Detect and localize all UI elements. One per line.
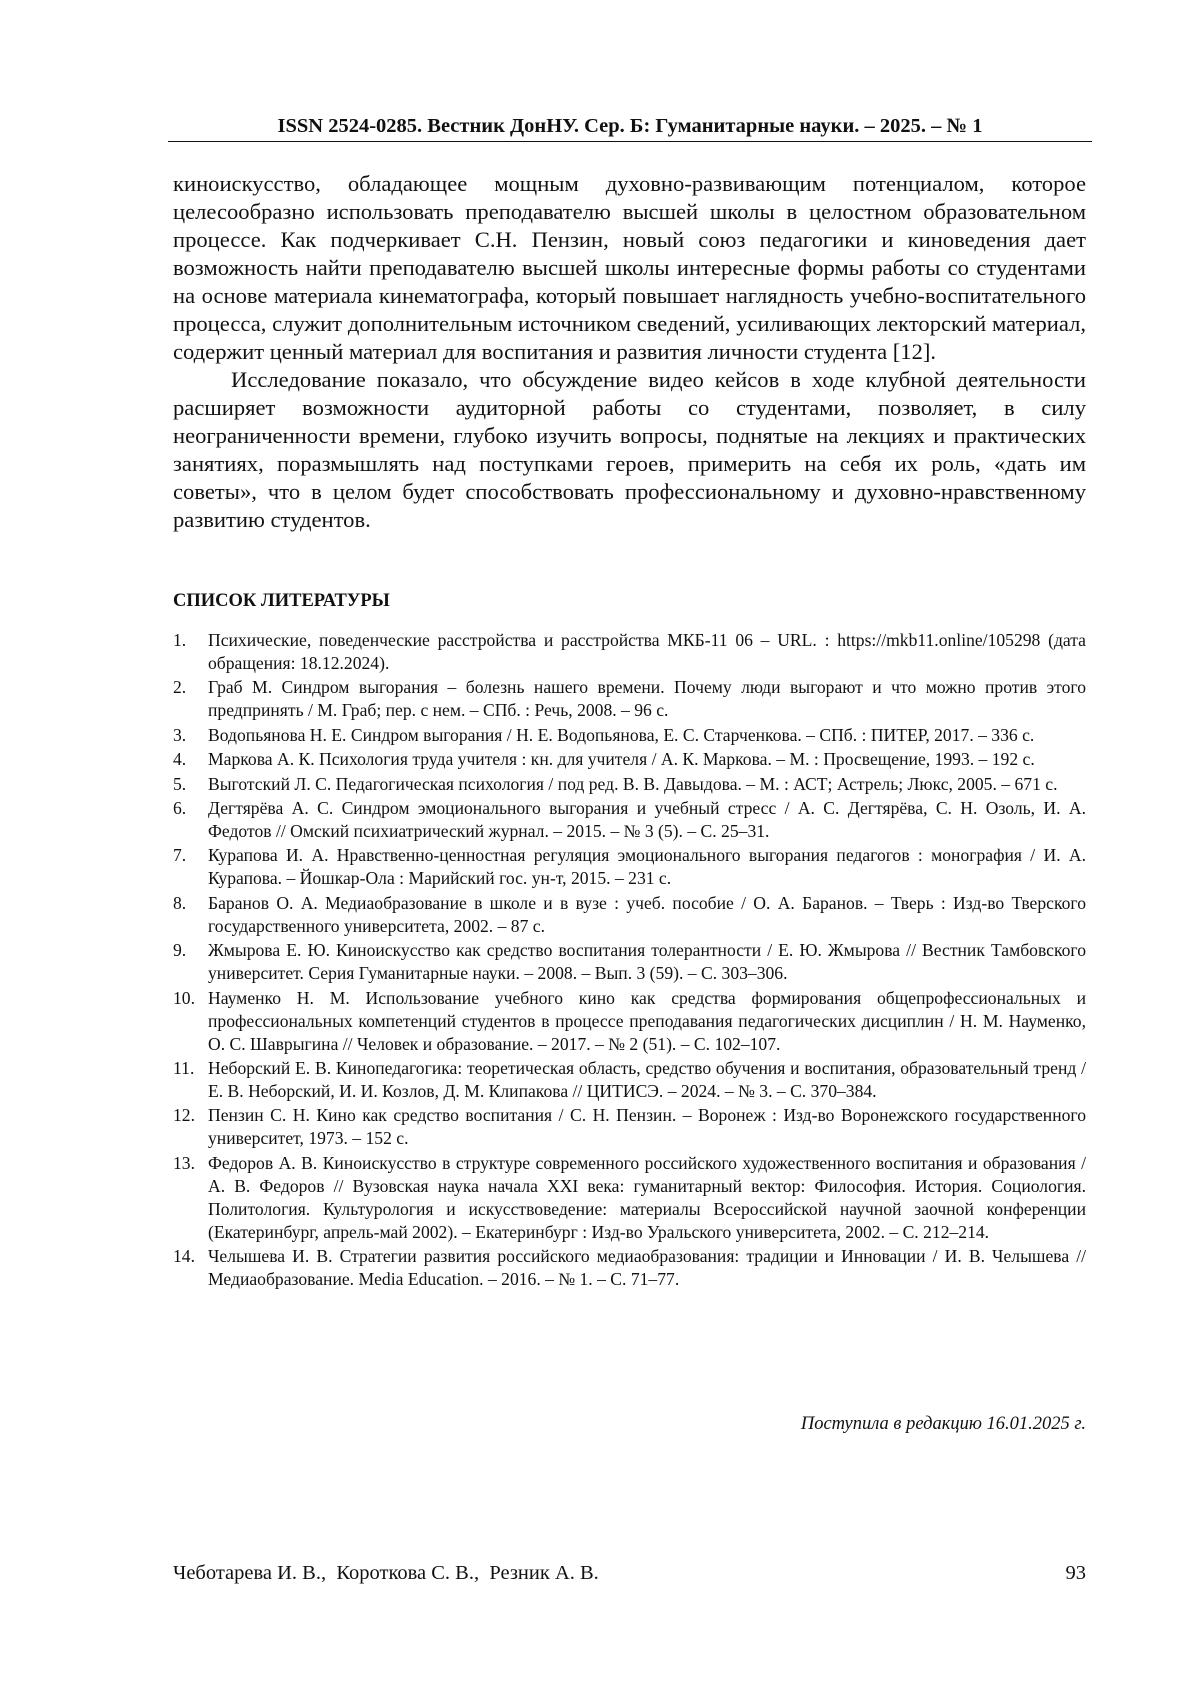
reference-text: Курапова И. А. Нравственно-ценностная регуляция эмоционального выгорания педагогов : монография / И. А. Курапова. – Йошкар-Ола : Марийский гос. ун-т, 2015. – 231 с. [208,845,1086,889]
reference-item [173,724,1086,747]
reference-item [173,1057,1086,1103]
reference-number: 1. [173,630,187,650]
footer-authors: Чеботарева И. В., Короткова С. В., Резник А. В. [173,1562,599,1584]
body-paragraph: Исследование показало, что обсуждение видео кейсов в ходе клубной деятельности расширяет возможности аудиторной работы со студентами, позволяет, в силу неограниченности времени, глубоко изучить вопросы, поднятые на лекциях и практических занятиях, поразмышлять над поступками героев, примерить на себя их роль, «дать им советы», что в целом будет способствовать профессиональному и духовно-нравственному развитию студентов. [173,367,1086,532]
reference-text: Пензин С. Н. Кино как средство воспитания / С. Н. Пензин. – Воронеж : Изд-во Воронежского государственного университет, 1973. – 152 с. [208,1105,1086,1149]
reference-item [173,1245,1086,1291]
page-number: 93 [1065,1562,1086,1584]
reference-text: Науменко Н. М. Использование учебного кино как средства формирования общепрофессиональных и профессиональных компетенций студентов в процессе преподавания педагогических дисциплин / Н. М. Науменко, О. С. Шаврыгина // Человек и образование. – 2017. – № 2 (51). – С. 102–107. [208,987,1086,1054]
reference-text: Психические, поведенческие расстройства и расстройства МКБ-11 06 – URL. : https://mkb11.online/105298 (дата обращения: 18.12.2024). [208,630,1086,673]
reference-text: Федоров А. В. Киноискусство в структуре современного российского художественного воспитания и образования / А. В. Федоров // Вузовская наука начала XXI века: гуманитарный вектор: Философия. История. Социология. Политология. Культурология и искусствоведение: материалы Всероссийской научной заочной конференции (Екатеринбург, апрель-май 2002). – Екатеринбург : Изд-во Уральского университета, 2002. – С. 212–214. [208,1152,1086,1242]
reference-number: 3. [173,724,187,745]
reference-item [173,748,1086,771]
reference-item [173,629,1086,675]
reference-number: 9. [173,940,187,961]
reference-text: Граб М. Синдром выгорания – болезнь нашего времени. Почему люди выгорают и что можно против этого предпринять / М. Граб; пер. с нем. – СПб. : Речь, 2008. – 96 с. [208,677,1086,721]
running-header: ISSN 2524-0285. Вестник ДонНУ. Сер. Б: Гуманитарные науки. – 2025. – № 1 [277,115,983,137]
reference-item [173,987,1086,1056]
reference-number: 13. [173,1152,195,1173]
reference-number: 6. [173,797,187,818]
reference-item [173,844,1086,890]
references-list [173,629,1086,1292]
reference-item [173,773,1086,796]
reference-text: Выготский Л. С. Педагогическая психология / под ред. В. В. Давыдова. – М. : АСТ; Астрель; Люкс, 2005. – 671 с. [208,773,1058,794]
reference-text: Жмырова Е. Ю. Киноискусство как средство воспитания толерантности / Е. Ю. Жмырова // Вестник Тамбовского университет. Серия Гуманитарные науки. – 2008. – Вып. 3 (59). – С. 303–306. [208,940,1086,984]
reference-item [173,1104,1086,1150]
reference-item [173,939,1086,985]
reference-number: 14. [173,1246,195,1267]
reference-item [173,676,1086,722]
reference-number: 7. [173,845,187,866]
reference-item [173,1152,1086,1244]
header-divider [168,141,1092,142]
references-heading: СПИСОК ЛИТЕРАТУРЫ [173,591,390,611]
reference-number: 10. [173,987,195,1008]
article-body [173,170,1086,534]
received-date-note: Поступила в редакцию 16.01.2025 г. [800,1414,1086,1434]
reference-item [173,797,1086,843]
reference-text: Челышева И. В. Стратегии развития российского медиаобразования: традиции и Инновации / И. В. Челышева // Медиаобразование. Media Education. – 2016. – № 1. – С. 71–77. [208,1246,1086,1290]
reference-text: Неборский Е. В. Кинопедагогика: теоретическая область, средство обучения и воспитания, образовательный тренд / Е. В. Неборский, И. И. Козлов, Д. М. Клипакова // ЦИТИСЭ. – 2024. – № 3. – С. 370–384. [208,1057,1086,1101]
reference-text: Маркова А. К. Психология труда учителя : кн. для учителя / А. К. Маркова. – М. : Просвещение, 1993. – 192 с. [208,749,1035,770]
body-paragraph: киноискусство, обладающее мощным духовно-развивающим потенциалом, которое целесообразно использовать преподавателю высшей школы в целостном образовательном процессе. Как подчеркивает С.Н. Пензин, новый союз педагогики и киноведения дает возможность найти преподавателю высшей школы интересные формы работы со студентами на основе материала кинематографа, который повышает наглядность учебно-воспитательного процесса, служит дополнительным источником сведений, усиливающих лекторский материал, содержит ценный материал для воспитания и развития личности студента [12]. [173,171,1086,364]
reference-number: 5. [173,773,187,794]
reference-text: Водопьянова Н. Е. Синдром выгорания / Н. Е. Водопьянова, Е. С. Старченкова. – СПб. : ПИТЕР, 2017. – 336 с. [208,724,1035,745]
reference-item [173,892,1086,938]
reference-text: Баранов О. А. Медиаобразование в школе и в вузе : учеб. пособие / О. А. Баранов. – Тверь : Изд-во Тверского государственного университета, 2002. – 87 с. [208,892,1086,936]
reference-text: Дегтярёва А. С. Синдром эмоционального выгорания и учебный стресс / А. С. Дегтярёва, С. Н. Озоль, И. А. Федотов // Омский психиатрический журнал. – 2015. – № 3 (5). – С. 25–31. [208,797,1086,841]
reference-number: 11. [173,1057,195,1078]
reference-number: 12. [173,1105,195,1126]
reference-number: 4. [173,749,187,770]
reference-number: 2. [173,677,187,698]
reference-number: 8. [173,892,187,913]
